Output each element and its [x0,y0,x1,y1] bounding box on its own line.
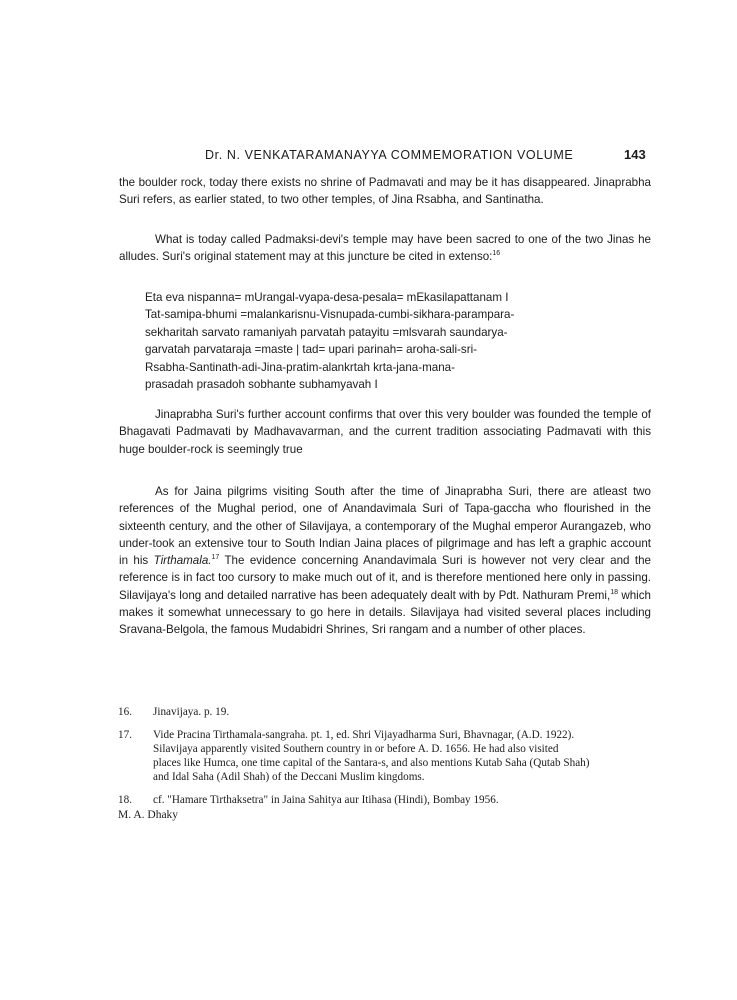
verse-line: Tat-samipa-bhumi =malankarisnu-Visnupada-cumbi-sikhara-parampara- [145,308,515,322]
footnote-text [153,705,653,719]
verse-line: sekharitah sarvato ramaniyah parvatah patayitu =mlsvarah saundarya- [145,325,508,339]
paragraph-3: Jinaprabha Suri's further account confirms that over this very boulder was founded the temple of Bhagavati Padmavati by Madhavavarman, and the current tradition associating Padmavati with this huge boulder-rock is seemingly true [119,408,651,456]
paragraph-2 [119,231,651,266]
verse-line: Eta eva nispanna= mUrangal-vyapa-desa-pesala= mEkasilapattanam I [145,291,509,304]
paragraph-2-text: What is today called Padmaksi-devi's temple may have been sacred to one of the two Jinas he alludes. Suri's original statement may at this juncture be cited in extenso: [119,233,651,264]
footnote-text [153,793,653,807]
footnote-number: 16. [118,706,132,718]
italic-title: Tirthamala. [153,554,212,568]
footnote-ref-18: 18 [610,588,619,596]
sanskrit-quotation [145,289,514,393]
footnote-text [153,728,653,784]
footnote-18 [118,793,653,807]
footnote-line: Vide Pracina Tirthamala-sangraha. pt. 1, ed. Shri Vijayadharma Suri, Bhavnagar, (A.D. 1922). [153,729,575,741]
author-name: M. A. Dhaky [118,809,179,821]
paragraph-4 [119,483,651,639]
footnote-line: Silavijaya apparently visited Southern country in or before A. D. 1656. He had also visited [153,743,559,755]
footnote-ref-17: 17 [211,554,220,562]
footnotes [118,705,653,816]
footnote-16 [118,705,653,719]
footnote-line: Jinavijaya. p. 19. [153,706,230,718]
paragraph-4-text-c: which makes it somewhat unnecessary to go here in details. Silavijaya had visited several places including Sravana-Belgola, the famous Mudabidri Shrines, Sri rangam and a number of other places. [119,588,651,637]
verse-line: Rsabha-Santinath-adi-Jina-pratim-alankrtah krta-jana-mana- [145,360,455,374]
footnote-ref-16: 16 [492,250,501,258]
paragraph-4-text-b: The evidence concerning Anandavimala Suri is however not very clear and the reference is in fact too cursory to make much out of it, and is therefore mentioned here only in passing. Silavijaya's long and detailed narrative has been adequately dealt with by Pdt. Nathuram Premi, [119,554,651,602]
header-title: Dr. N. VENKATARAMANAYYA COMMEMORATION VOLUME [205,148,574,162]
footnote-line: places like Humca, one time capital of the Santara-s, and also mentions Kutab Saha (Qutab Shah) [153,757,590,769]
verse-line: garvatah parvataraja =maste | tad= upari parinah= aroha-sali-sri- [145,343,478,357]
footnote-number: 18. [118,794,132,806]
paragraph-1: the boulder rock, today there exists no shrine of Padmavati and may be it has disappeared. Jinaprabha Suri refers, as earlier stated, to two other temples, of Jina Rsabha, and Santinatha. [119,176,651,207]
paragraph-4-text-a: As for Jaina pilgrims visiting South after the time of Jinaprabha Suri, there are atleast two references of the Mughal period, one of Anandavimala Suri of Tapa-gaccha who flourished in the sixteenth century, and the other of Silavijaya, a contemporary of the Mughal emperor Aurangazeb, who under-took an extensive tour to South Indian Jaina places of pilgrimage and has left a graphic account in his [119,485,651,568]
page-number: 143 [624,147,646,162]
footnote-line: cf. "Hamare Tirthaksetra" in Jaina Sahitya aur Itihasa (Hindi), Bombay 1956. [153,794,499,806]
footnote-17 [118,728,653,784]
footnote-line: and Idal Saha (Adil Shah) of the Deccani Muslim kingdoms. [153,771,425,783]
footnote-number: 17. [118,729,132,741]
verse-line: prasadah prasadoh sobhante subhamyavah I [145,378,378,392]
